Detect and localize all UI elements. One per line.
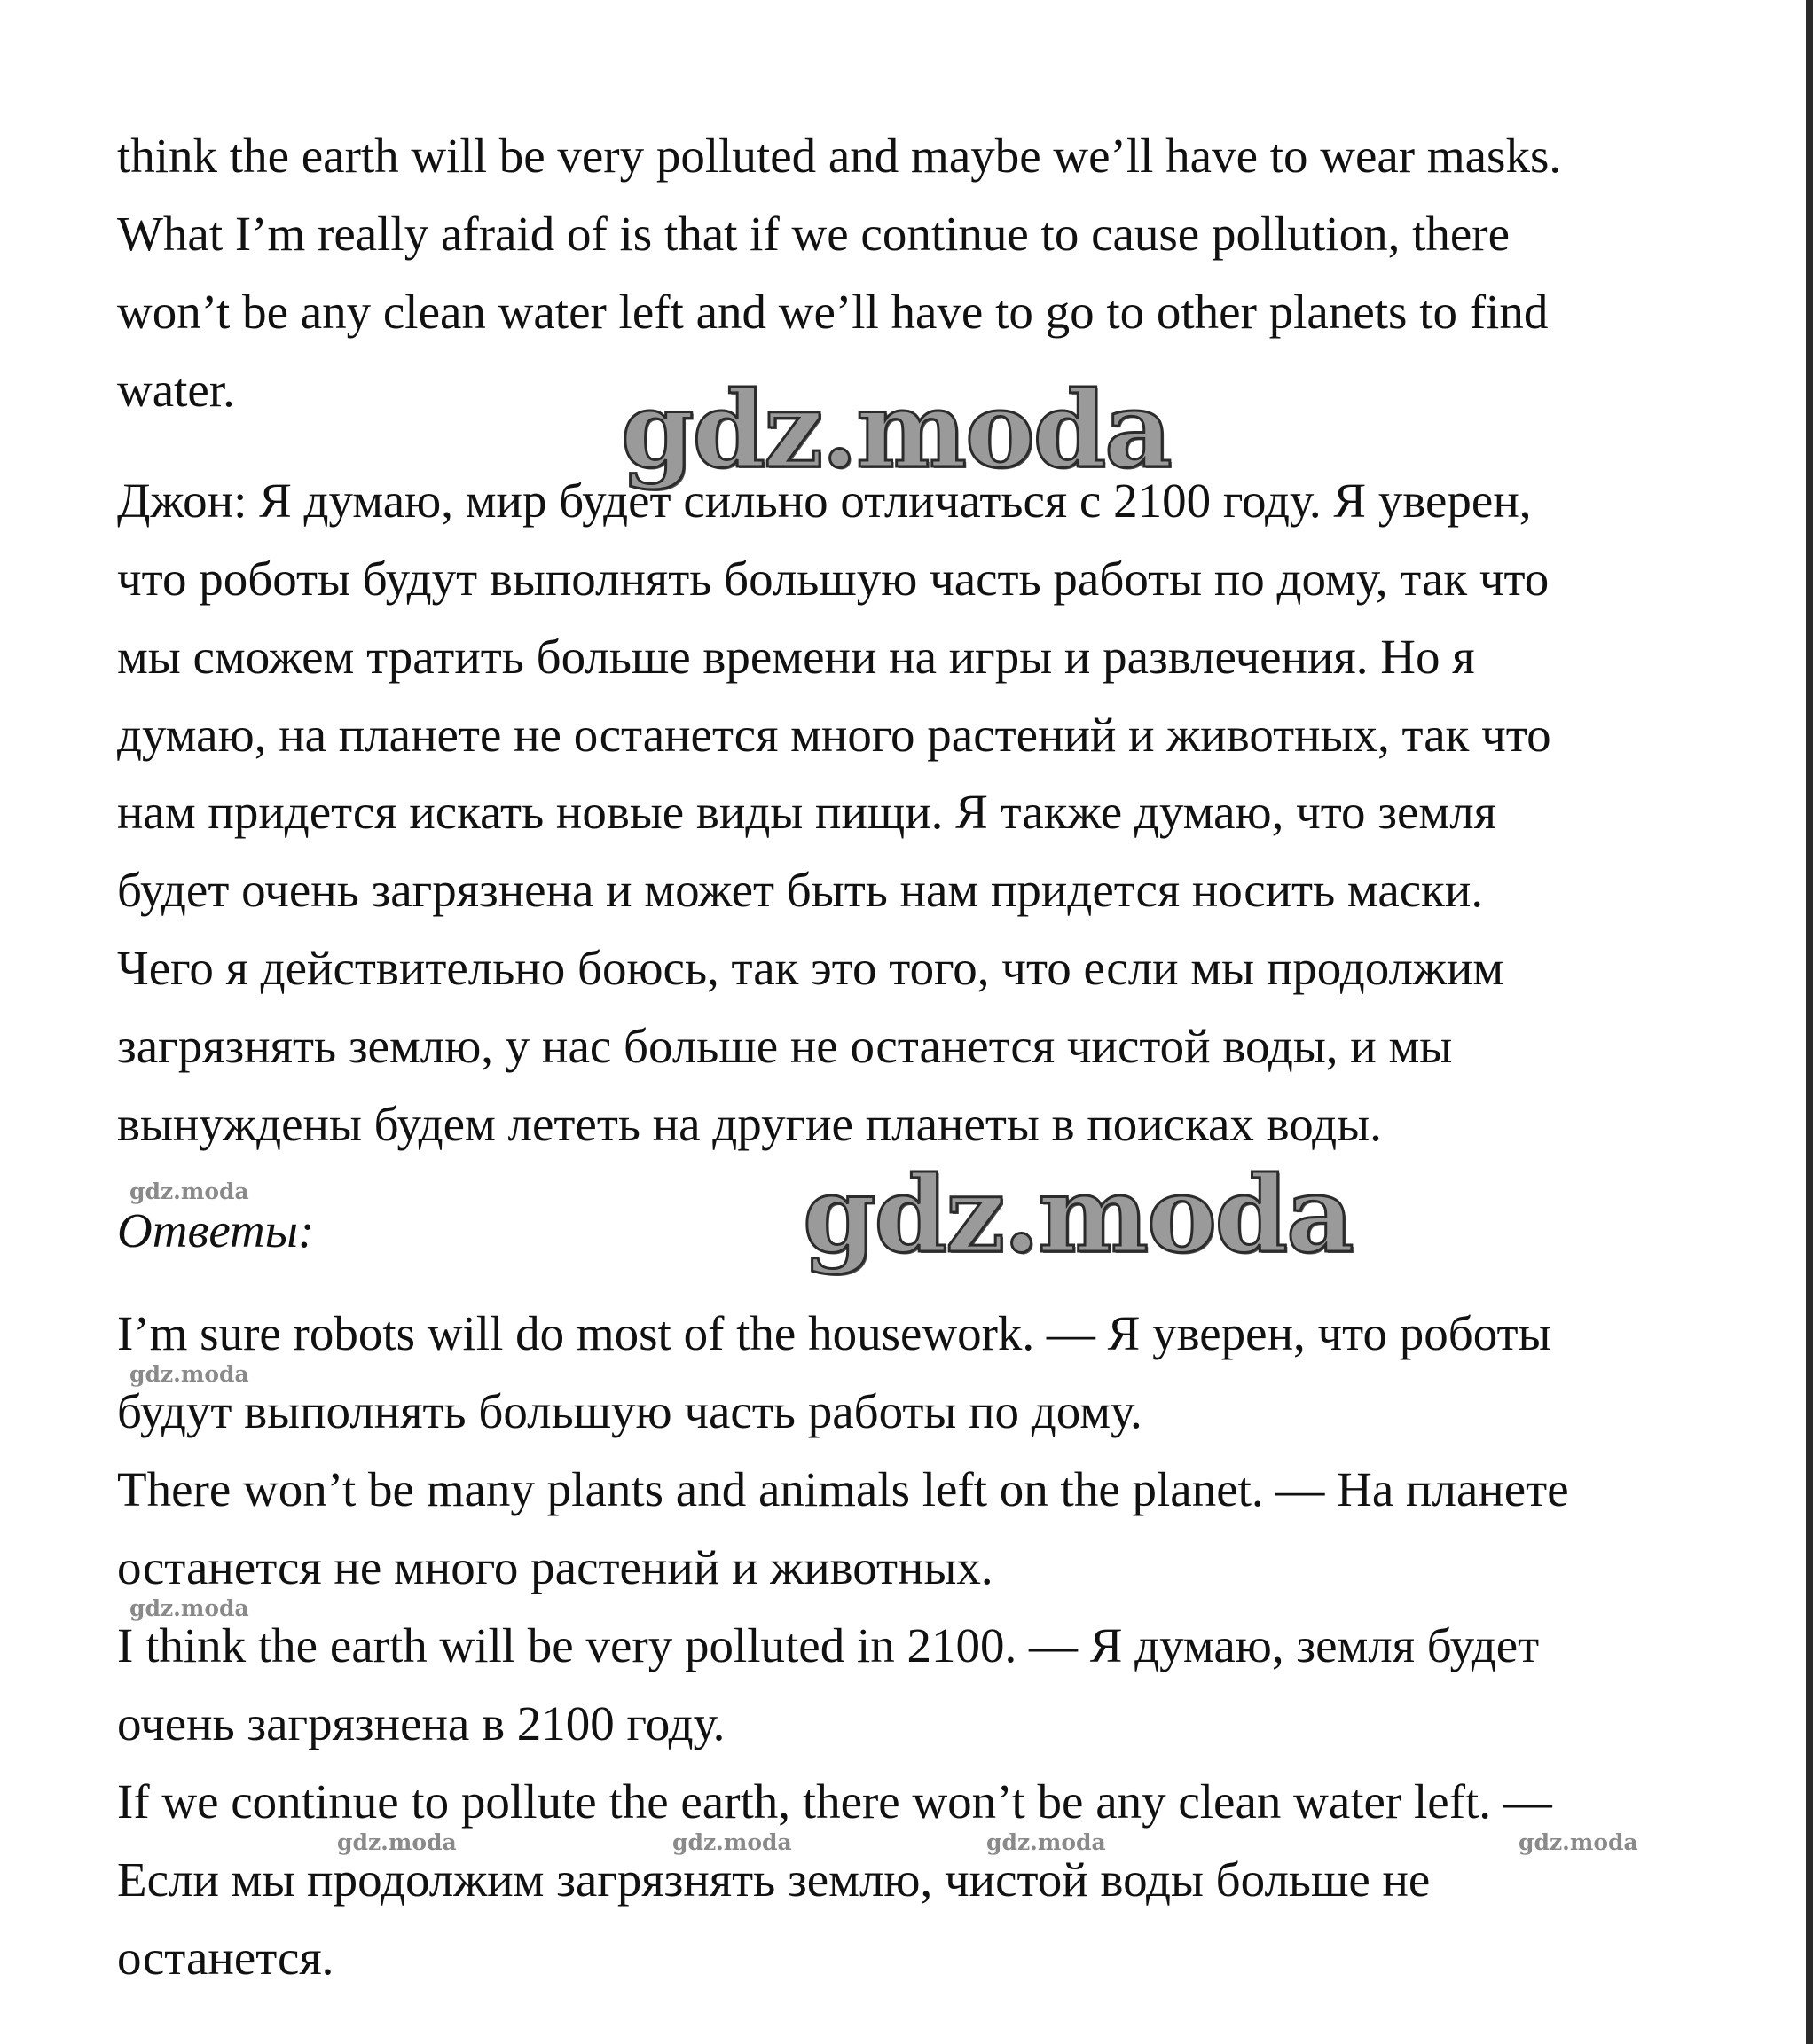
answer-line-7: If we continue to pollute the earth, there won’t be any clean water left. — [117,1774,1552,1829]
russian-line-9: вынуждены будем лететь на другие планеты в поисках воды. [117,1097,1382,1151]
russian-line-7: Чего я действительно боюсь, так это того, что если мы продолжим [117,941,1504,995]
watermark-small-1: gdz.moda [130,1179,249,1204]
watermark-small-6: gdz.moda [986,1829,1106,1855]
english-line-1: think the earth will be very polluted and maybe we’ll have to wear masks. [117,129,1562,183]
watermark-small-2: gdz.moda [130,1361,249,1387]
english-line-3: won’t be any clean water left and we’ll have to go to other planets to find [117,285,1549,339]
answer-line-3: There won’t be many plants and animals left on the planet. — На планете [117,1462,1569,1516]
watermark-small-4: gdz.moda [337,1829,457,1855]
russian-line-1: Джон: Я думаю, мир будет сильно отличаться с 2100 году. Я уверен, [117,474,1532,528]
answer-line-2: будут выполнять большую часть работы по дому. [117,1384,1142,1438]
russian-line-6: будет очень загрязнена и может быть нам придется носить маски. [117,863,1484,917]
russian-line-2: что роботы будут выполнять большую часть работы по дому, так что [117,552,1550,606]
watermark-small-5: gdz.moda [672,1829,792,1855]
answer-line-4: останется не много растений и животных. [117,1540,993,1594]
watermark-logo-2: gdz.moda [803,1153,1353,1276]
right-edge-rule [1806,0,1813,2044]
russian-line-8: загрязнять землю, у нас больше не останется чистой воды, и мы [117,1019,1453,1073]
watermark-small-7: gdz.moda [1519,1829,1638,1855]
english-line-4: water. [117,363,235,417]
russian-line-3: мы сможем тратить больше времени на игры и развлечения. Но я [117,630,1475,684]
answers-heading: Ответы: [117,1203,315,1257]
russian-line-5: нам придется искать новые виды пищи. Я также думаю, что земля [117,785,1496,839]
answer-line-5: I think the earth will be very polluted in 2100. — Я думаю, земля будет [117,1618,1540,1672]
russian-line-4: думаю, на планете не останется много растений и животных, так что [117,708,1551,762]
answer-line-6: очень загрязнена в 2100 году. [117,1696,726,1750]
answer-line-1: I’m sure robots will do most of the housework. — Я уверен, что роботы [117,1306,1551,1360]
english-line-2: What I’m really afraid of is that if we continue to cause pollution, there [117,207,1510,261]
answer-line-9: останется. [117,1930,334,1985]
answer-line-8: Если мы продолжим загрязнять землю, чистой воды больше не [117,1852,1431,1907]
watermark-logo-1: gdz.moda [621,368,1171,491]
watermark-small-3: gdz.moda [130,1595,249,1621]
